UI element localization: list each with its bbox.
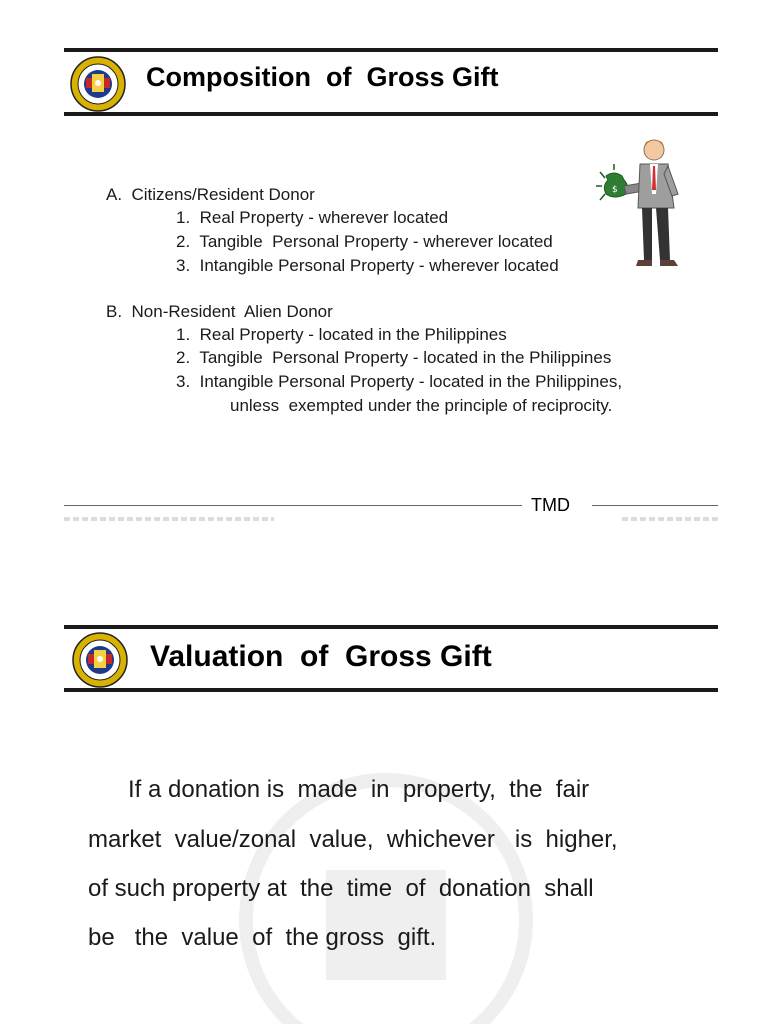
paragraph-line-2: market value/zonal value, whichever is higher, (88, 826, 618, 853)
footer-faint-page-number (622, 517, 718, 521)
section-b-item-3: 3. Intangible Personal Property - located in the Philippines, (176, 372, 623, 391)
businessman-with-money-bag-icon (592, 134, 688, 274)
section-a-heading: A. Citizens/Resident Donor (106, 185, 315, 204)
paragraph-line-1: If a donation is made in property, the fair (88, 776, 590, 803)
bir-seal-logo (70, 56, 126, 112)
svg-text:$: $ (612, 185, 618, 195)
slide2-title: Valuation of Gross Gift (150, 640, 492, 673)
slide2-top-rule (64, 625, 718, 629)
slide1-footer-rule-right (592, 505, 718, 506)
slide1-footer-rule-left (64, 505, 522, 506)
bir-seal-logo-2 (72, 632, 128, 688)
slide1-title-underline (64, 112, 718, 116)
section-b-continuation: unless exempted under the principle of reciprocity. (230, 396, 613, 415)
footer-tmd-label: TMD (531, 495, 570, 515)
section-a-item-1: 1. Real Property - wherever located (176, 208, 449, 227)
paragraph-line-3: of such property at the time of donation shall (88, 875, 594, 902)
section-b-heading: B. Non-Resident Alien Donor (106, 302, 333, 321)
paragraph-line-4: be the value of the gross gift. (88, 924, 437, 951)
section-b-item-2: 2. Tangible Personal Property - located in the Philippines (176, 348, 612, 367)
section-a-item-2: 2. Tangible Personal Property - wherever located (176, 232, 553, 251)
footer-faint-text (64, 517, 274, 521)
slide1-top-rule (64, 48, 718, 52)
section-b-item-1: 1. Real Property - located in the Philippines (176, 325, 507, 344)
slide1-title: Composition of Gross Gift (146, 62, 499, 92)
slide2-title-underline (64, 688, 718, 692)
section-a-item-3: 3. Intangible Personal Property - wherever located (176, 256, 559, 275)
